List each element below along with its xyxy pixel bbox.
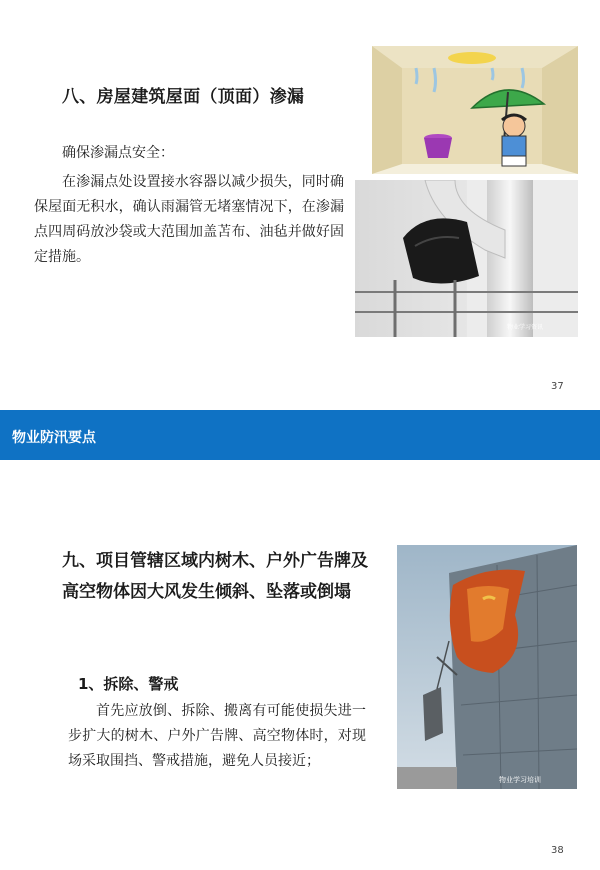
- slide38-title: 九、项目管辖区域内树木、户外广告牌及高空物体因大风发生倾斜、坠落或倒塌: [62, 551, 368, 602]
- damaged-billboard-photo: [397, 545, 577, 789]
- page-number-37: 37: [551, 381, 564, 392]
- leaking-ceiling-cartoon-image: [372, 46, 578, 174]
- pipe-photo-watermark: 物业学习资讯: [507, 324, 544, 331]
- slide37-body: 在渗漏点处设置接水容器以减少损失，同时确保屋面无积水，确认雨漏管无堵塞情况下，在渗漏点四周码放沙袋或大范围加盖苫布、油毡并做好固定措施。: [34, 174, 344, 265]
- billboard-photo-watermark: 物业学习培训: [499, 776, 541, 784]
- slide37-intro: 确保渗漏点安全：: [62, 145, 174, 161]
- slide37-title: 八、房屋建筑屋面（顶面）渗漏: [62, 87, 305, 107]
- section-banner-title: 物业防汛要点: [12, 430, 96, 446]
- slide38-body: 首先应放倒、拆除、搬离有可能使损失进一步扩大的树木、户外广告牌、高空物体时，对现场采取围挡、警戒措施，避免人员接近；: [68, 703, 366, 769]
- page-number-38: 38: [551, 845, 564, 856]
- slide38-subtitle: 1、拆除、警戒: [78, 675, 179, 693]
- pipe-leak-bag-photo: [355, 180, 578, 337]
